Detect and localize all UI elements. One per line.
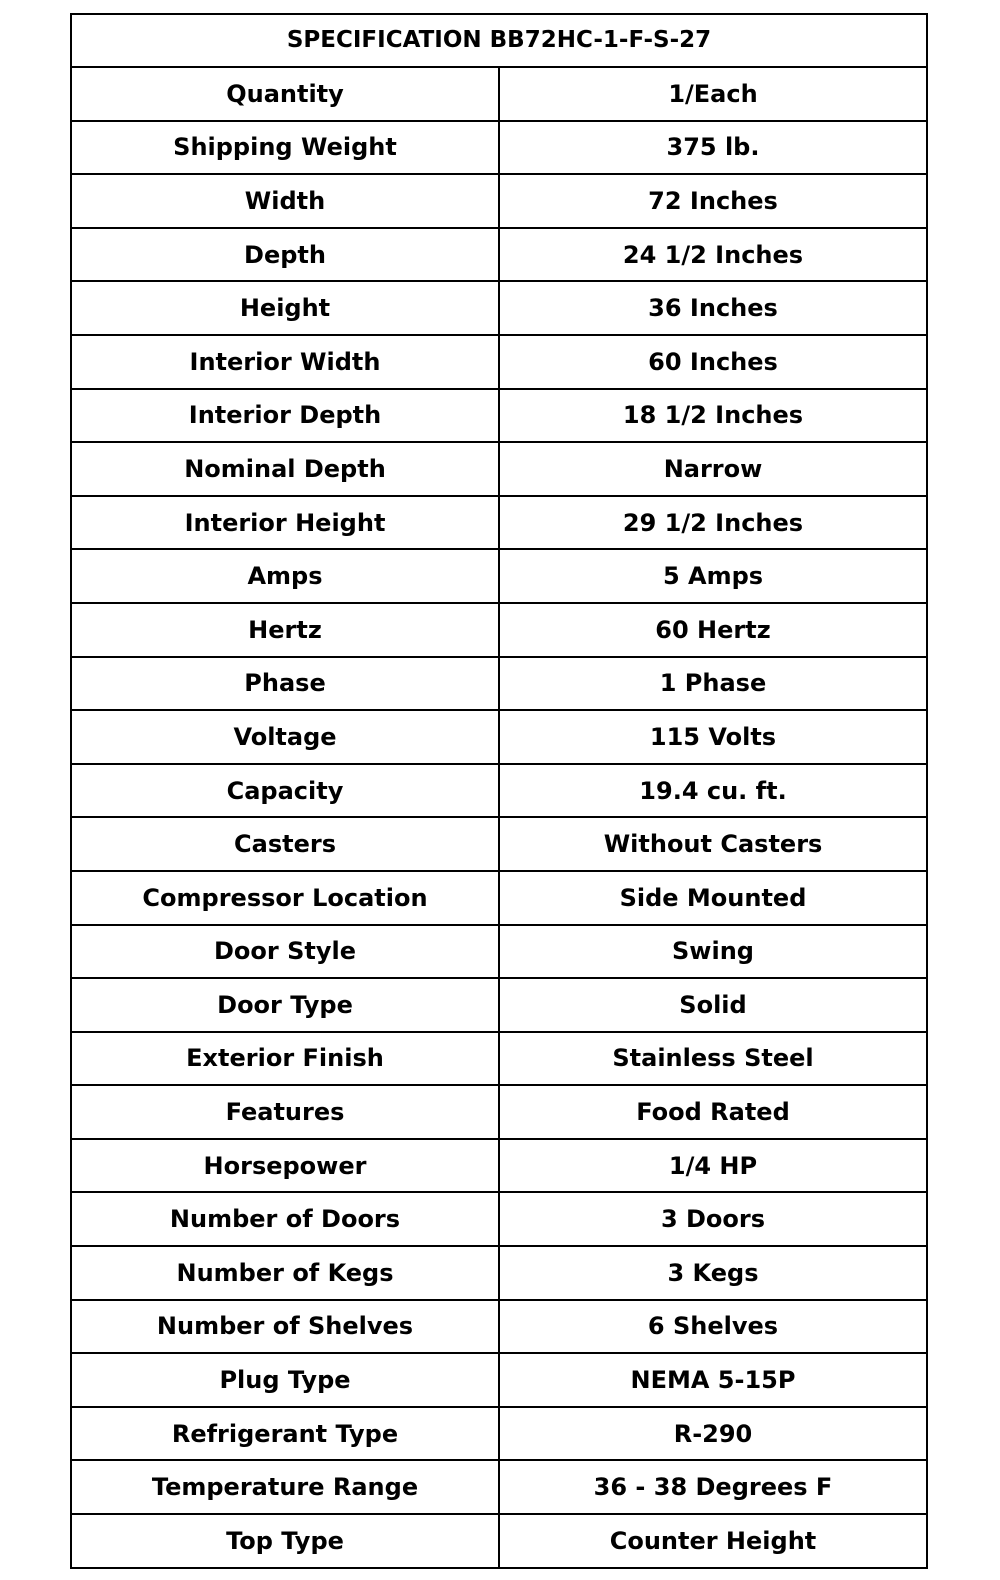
spec-label: Width (71, 174, 499, 228)
spec-row (71, 549, 927, 603)
spec-row (71, 389, 927, 443)
spec-label: Number of Doors (71, 1192, 499, 1246)
spec-value: 19.4 cu. ft. (499, 764, 927, 818)
spec-label: Door Style (71, 925, 499, 979)
spec-value: Side Mounted (499, 871, 927, 925)
spec-label: Plug Type (71, 1353, 499, 1407)
spec-value: 72 Inches (499, 174, 927, 228)
spec-value: 3 Doors (499, 1192, 927, 1246)
spec-value: 5 Amps (499, 549, 927, 603)
spec-value: 18 1/2 Inches (499, 389, 927, 443)
spec-value: NEMA 5-15P (499, 1353, 927, 1407)
spec-row (71, 1460, 927, 1514)
spec-row (71, 764, 927, 818)
spec-row (71, 1407, 927, 1461)
specification-title: SPECIFICATION BB72HC-1-F-S-27 (71, 14, 927, 67)
spec-value: 115 Volts (499, 710, 927, 764)
spec-row (71, 442, 927, 496)
spec-label: Horsepower (71, 1139, 499, 1193)
spec-value: Without Casters (499, 817, 927, 871)
spec-row (71, 978, 927, 1032)
spec-row (71, 1246, 927, 1300)
spec-label: Interior Height (71, 496, 499, 550)
spec-label: Temperature Range (71, 1460, 499, 1514)
spec-value: 60 Inches (499, 335, 927, 389)
spec-row (71, 1353, 927, 1407)
spec-label: Quantity (71, 67, 499, 121)
spec-label: Voltage (71, 710, 499, 764)
spec-value: 29 1/2 Inches (499, 496, 927, 550)
spec-label: Capacity (71, 764, 499, 818)
spec-label: Features (71, 1085, 499, 1139)
spec-row (71, 1192, 927, 1246)
spec-label: Phase (71, 657, 499, 711)
spec-value: 24 1/2 Inches (499, 228, 927, 282)
spec-value: 60 Hertz (499, 603, 927, 657)
spec-label: Shipping Weight (71, 121, 499, 175)
spec-row (71, 710, 927, 764)
spec-value: Swing (499, 925, 927, 979)
spec-value: 3 Kegs (499, 1246, 927, 1300)
spec-value: Food Rated (499, 1085, 927, 1139)
spec-value: Solid (499, 978, 927, 1032)
spec-label: Height (71, 281, 499, 335)
spec-row (71, 603, 927, 657)
spec-label: Nominal Depth (71, 442, 499, 496)
spec-label: Compressor Location (71, 871, 499, 925)
spec-value: 1/Each (499, 67, 927, 121)
spec-label: Exterior Finish (71, 1032, 499, 1086)
spec-row (71, 121, 927, 175)
spec-row (71, 925, 927, 979)
spec-row (71, 1139, 927, 1193)
spec-label: Interior Width (71, 335, 499, 389)
spec-label: Depth (71, 228, 499, 282)
spec-label: Number of Kegs (71, 1246, 499, 1300)
spec-row (71, 657, 927, 711)
spec-row (71, 281, 927, 335)
spec-label: Refrigerant Type (71, 1407, 499, 1461)
specification-table-body (71, 14, 927, 1568)
spec-row (71, 817, 927, 871)
spec-row (71, 496, 927, 550)
spec-row (71, 1085, 927, 1139)
spec-label: Door Type (71, 978, 499, 1032)
spec-row (71, 1300, 927, 1354)
spec-value: R-290 (499, 1407, 927, 1461)
spec-row (71, 871, 927, 925)
spec-label: Top Type (71, 1514, 499, 1568)
spec-label: Number of Shelves (71, 1300, 499, 1354)
spec-label: Interior Depth (71, 389, 499, 443)
spec-row (71, 335, 927, 389)
spec-row (71, 174, 927, 228)
spec-value: 36 Inches (499, 281, 927, 335)
specification-table (70, 13, 928, 1569)
spec-value: 6 Shelves (499, 1300, 927, 1354)
spec-value: 1/4 HP (499, 1139, 927, 1193)
spec-value: Stainless Steel (499, 1032, 927, 1086)
spec-row (71, 67, 927, 121)
spec-row (71, 1514, 927, 1568)
spec-row (71, 228, 927, 282)
spec-value: Counter Height (499, 1514, 927, 1568)
spec-value: 36 - 38 Degrees F (499, 1460, 927, 1514)
spec-label: Amps (71, 549, 499, 603)
spec-value: 375 lb. (499, 121, 927, 175)
spec-label: Casters (71, 817, 499, 871)
spec-row (71, 1032, 927, 1086)
title-row (71, 14, 927, 67)
spec-label: Hertz (71, 603, 499, 657)
spec-value: 1 Phase (499, 657, 927, 711)
spec-value: Narrow (499, 442, 927, 496)
